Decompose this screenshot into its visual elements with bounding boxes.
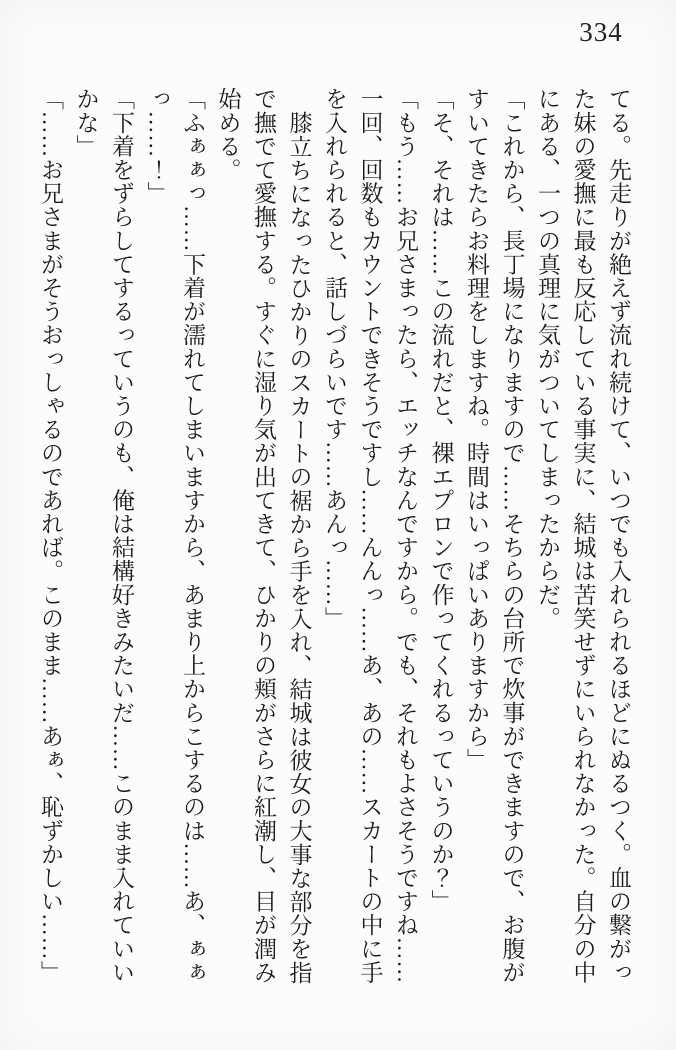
text-line: かな」 (73, 87, 99, 158)
text-line: すいてきたらお料理をしますね。時間はいっぱいありますから」 (464, 87, 489, 772)
text-line: 膝立ちになったひかりのスカートの裾から手を入れ、結城は彼女の大事な部分を指 (286, 110, 312, 984)
text-line: た妹の愛撫に最も反応している事実に、結城は苦笑せずにいられなかった。自分の中 (570, 87, 596, 984)
text-line: っ……！」 (144, 87, 170, 205)
text-line: 「ふぁぁっ……下着が濡れてしまいますから、あまり上からこするのは……あ、ぁぁ (180, 87, 205, 984)
text-line: 一回、回数もカウントできそうですし……んんっ……あ、あの……スカートの中に手 (357, 87, 383, 984)
text-line: 「もう……お兄さまったら、エッチなんですから。でも、それもよさそうですね…… (393, 87, 418, 984)
text-line: を入れられると、話しづらいです……あんっ……」 (322, 87, 347, 630)
text-line: 「下着をずらしてするっていうのも、俺は結構好きみたいだ……このまま入れていい (109, 87, 134, 984)
text-line: で撫でて愛撫する。すぐに湿り気が出てきて、ひかりの頬がさらに紅潮し、目が潤み (251, 87, 276, 984)
text-block (33, 87, 637, 987)
text-line: 「これから、長丁場になりますので……そちらの台所で炊事ができますので、お腹が (499, 87, 525, 984)
text-line: にある、一つの真理に気がついてしまったからだ。 (535, 87, 560, 630)
text-line: 始める。 (215, 87, 241, 182)
text-line: 「そ、それは……この流れだと、裸エプロンで作ってくれるっていうのか？」 (428, 87, 454, 913)
page-number: 334 (579, 17, 623, 47)
text-line: てる。先走りが絶えず流れ続けて、いつでも入れられるほどにぬるつく。血の繋がっ (606, 87, 631, 984)
text-line: 「……お兄さまがそうおっしゃるのであれば。このまま……あぁ、恥ずかしい……」 (38, 87, 63, 984)
